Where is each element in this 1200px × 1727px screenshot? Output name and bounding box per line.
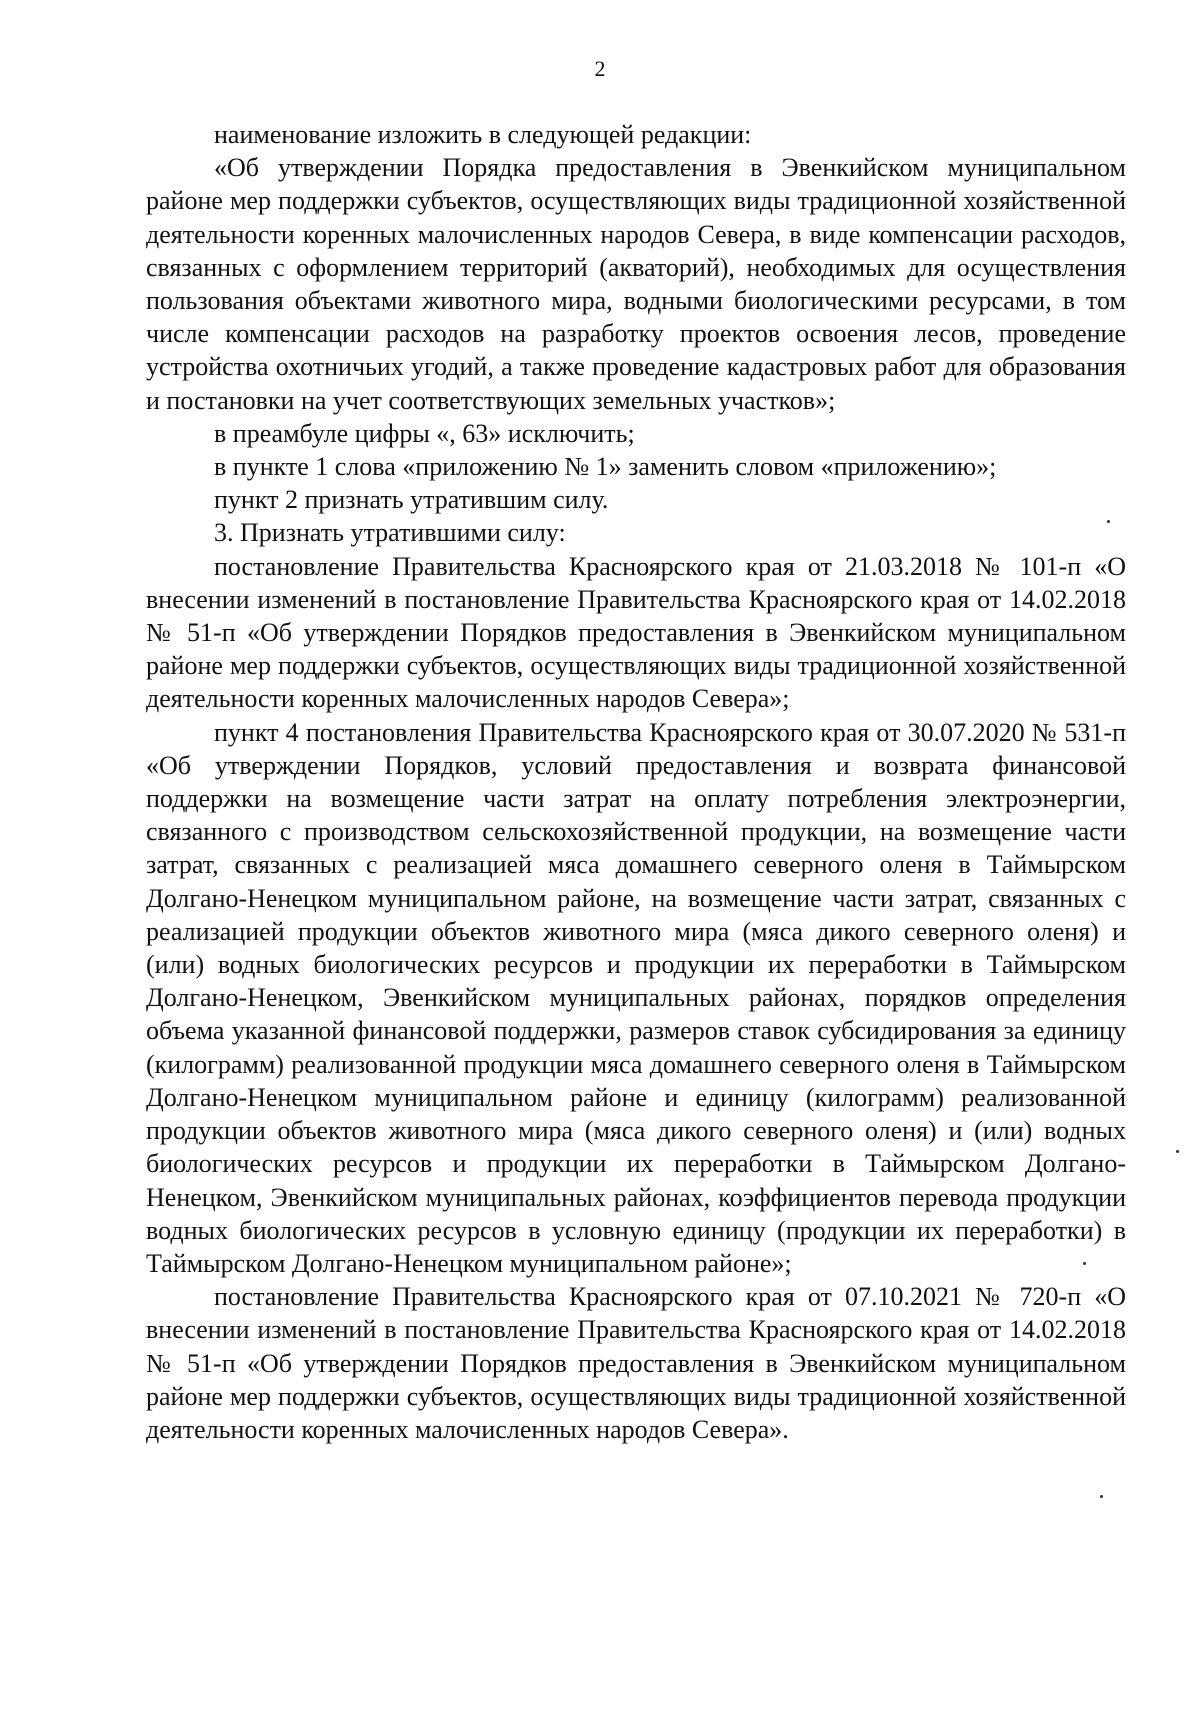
scan-speck [1107, 520, 1110, 523]
page-number: 2 [594, 56, 606, 81]
scan-speck [1083, 1262, 1086, 1265]
paragraph-preamble: в преамбуле цифры «, 63» исключить; [214, 418, 635, 448]
paragraph-decree-101: постановление Правительства Красноярского края от 21.03.2018 № 101-п «О внесении изменений в постановление Правительства Красноярского края от 14.02.2018 № 51-п «Об утверждении Порядков предоставления в Эвенкийском муниципальном районе мер поддержки субъектов, осуществляющих виды традиционной хозяйственной деятельности коренных малочисленных народов Севера»; [146, 551, 1126, 714]
scan-speck [1176, 1150, 1179, 1153]
document-body [146, 118, 1126, 1446]
paragraph-section-3: 3. Признать утратившими силу: [214, 518, 566, 548]
paragraph-new-title: «Об утверждении Порядка предоставления в Эвенкийском муниципальном районе мер поддержки субъектов, осуществляющих виды традиционной хозяйственной деятельности коренных малочисленных народов Севера, в виде компенсации расходов, связанных с оформлением территорий (акваторий), необходимых для осуществления пользования объектами животного мира, водными биологическими ресурсами, в том числе компенсации расходов на разработку проектов освоения лесов, проведение устройства охотничьих угодий, а также проведение кадастровых работ для образования и постановки на учет соответствующих земельных участков»; [146, 153, 1126, 415]
paragraph-point-2: пункт 2 признать утратившим силу. [214, 485, 609, 515]
scan-speck [1100, 1495, 1103, 1498]
paragraph-point-1: в пункте 1 слова «приложению № 1» заменить словом «приложению»; [214, 452, 997, 482]
paragraph-decree-531: пункт 4 постановления Правительства Красноярского края от 30.07.2020 № 531-п «Об утверждении Порядков, условий предоставления и возврата финансовой поддержки на возмещение части затрат на оплату потребления электроэнергии, связанного с производством сельскохозяйственной продукции, на возмещение части затрат, связанных с реализацией мяса домашнего северного оленя в Таймырском Долгано-Ненецком муниципальном районе, на возмещение части затрат, связанных с реализацией продукции объектов животного мира (мяса дикого северного оленя) и (или) водных биологических ресурсов и продукции их переработки в Таймырском Долгано-Ненецком, Эвенкийском муниципальных районах, порядков определения объема указанной финансовой поддержки, размеров ставок субсидирования за единицу (килограмм) реализованной продукции мяса домашнего северного оленя в Таймырском Долгано-Ненецком муниципальном районе и единицу (килограмм) реализованной продукции объектов животного мира (мяса дикого северного оленя) и (или) водных биологических ресурсов и продукции их переработки в Таймырском Долгано-Ненецком, Эвенкийском муниципальных районах, коэффициентов перевода продукции водных биологических ресурсов в условную единицу (продукции их переработки) в Таймырском Долгано-Ненецком муниципальном районе»; [146, 717, 1126, 1278]
paragraph-decree-720: постановление Правительства Красноярского края от 07.10.2021 № 720-п «О внесении изменений в постановление Правительства Красноярского края от 14.02.2018 № 51-п «Об утверждении Порядков предоставления в Эвенкийском муниципальном районе мер поддержки субъектов, осуществляющих виды традиционной хозяйственной деятельности коренных малочисленных народов Севера». [146, 1282, 1126, 1444]
paragraph-name-intro: наименование изложить в следующей редакции: [214, 120, 752, 149]
